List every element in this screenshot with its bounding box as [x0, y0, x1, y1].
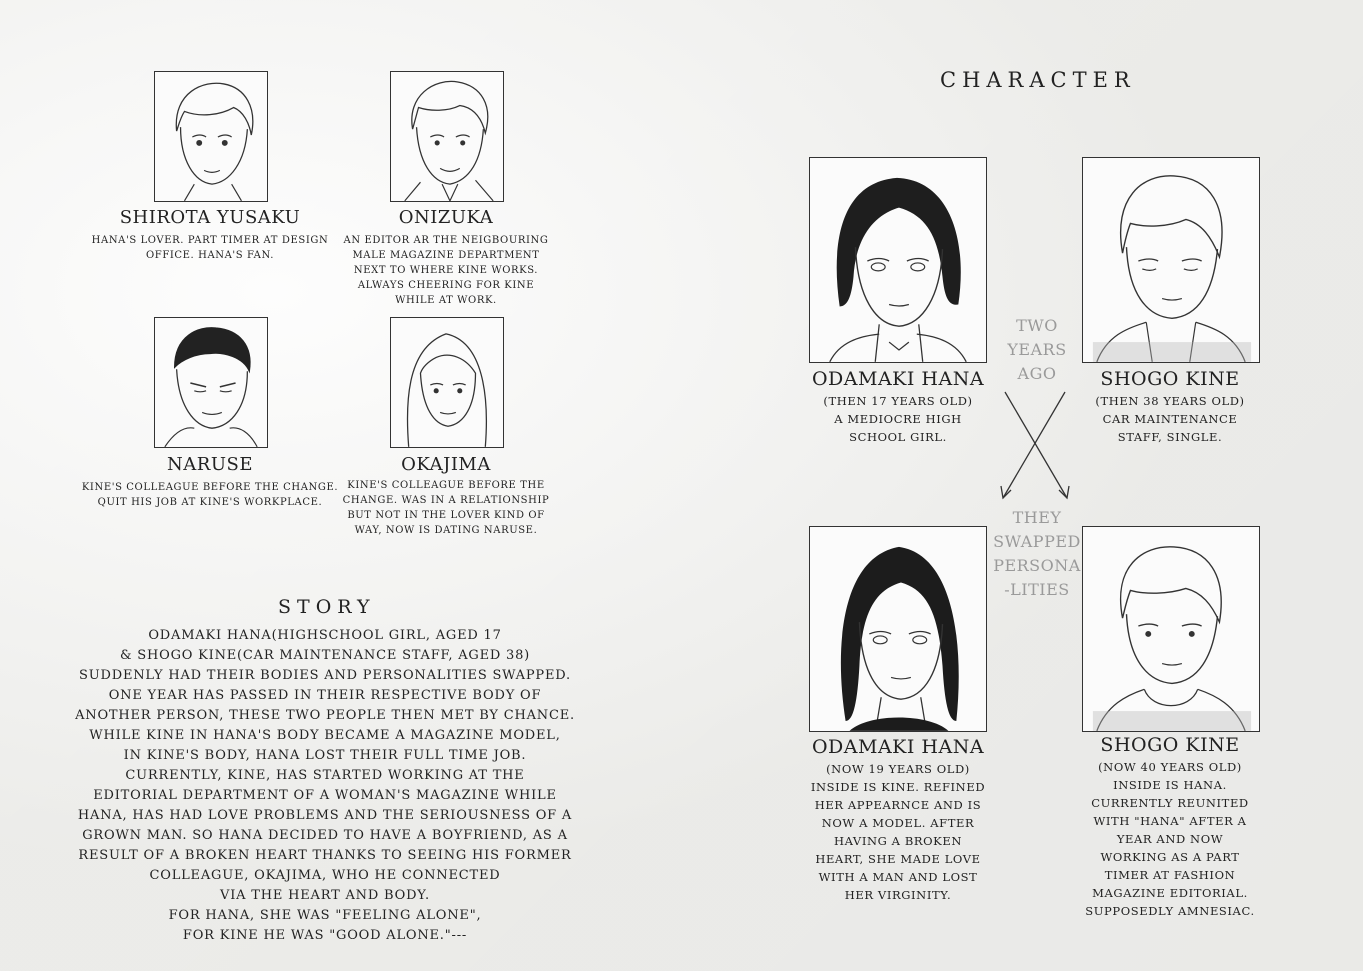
story-line: SUDDENLY HAD THEIR BODIES AND PERSONALITIES SWAPPED.: [79, 668, 571, 683]
desc-line: CHANGE. WAS IN A RELATIONSHIP: [342, 495, 550, 506]
desc-line: WHILE AT WORK.: [395, 295, 497, 306]
desc-line: KINE'S COLLEAGUE BEFORE THE CHANGE.: [81, 482, 339, 493]
name-hana-then: ODAMAKI HANA: [811, 368, 985, 390]
label-line: PERSONA: [993, 556, 1081, 575]
desc-line: OFFICE. HANA'S FAN.: [145, 250, 274, 261]
portrait-kine-now: [1082, 526, 1260, 732]
desc-line: TIMER AT FASHION: [1104, 868, 1236, 882]
story-line: & SHOGO KINE(CAR MAINTENANCE STAFF, AGED 38): [119, 648, 531, 663]
name-onizuka: ONIZUKA: [398, 207, 494, 228]
swap-arrows-icon: [995, 388, 1075, 504]
desc-line: ALWAYS CHEERING FOR KINE: [357, 280, 535, 291]
story-text: [60, 626, 590, 946]
label-line: TWO: [1016, 316, 1058, 335]
label-two-years-ago: [997, 314, 1077, 386]
story-heading: STORY: [278, 596, 376, 618]
desc-shirota-yusaku: [70, 233, 350, 263]
desc-line: HEART, SHE MADE LOVE: [815, 852, 981, 866]
desc-line: MALE MAGAZINE DEPARTMENT: [352, 250, 540, 261]
character-heading: CHARACTER: [940, 68, 1136, 92]
story-line: ODAMAKI HANA(HIGHSCHOOL GIRL, AGED 17: [148, 628, 502, 643]
story-line: FOR KINE HE WAS "GOOD ALONE."---: [182, 928, 468, 943]
desc-line: STAFF, SINGLE.: [1117, 430, 1223, 444]
label-line: YEARS: [1007, 340, 1067, 359]
story-line: ANOTHER PERSON, THESE TWO PEOPLE THEN MET BY CHANCE.: [75, 708, 575, 723]
story-line: COLLEAGUE, OKAJIMA, WHO HE CONNECTED: [149, 868, 501, 883]
desc-line: (NOW 40 YEARS OLD): [1098, 760, 1242, 774]
desc-line: INSIDE IS HANA.: [1113, 778, 1227, 792]
desc-line: WAY, NOW IS DATING NARUSE.: [354, 525, 538, 536]
story-line: CURRENTLY, KINE, HAS STARTED WORKING AT THE: [125, 768, 525, 783]
desc-line: NOW A MODEL. AFTER: [821, 816, 975, 830]
desc-line: (NOW 19 YEARS OLD): [826, 762, 970, 776]
desc-line: MAGAZINE EDITORIAL.: [1092, 886, 1248, 900]
story-line: IN KINE'S BODY, HANA LOST THEIR FULL TIME JOB.: [123, 748, 527, 763]
story-line: RESULT OF A BROKEN HEART THANKS TO SEEING HIS FORMER: [78, 848, 572, 863]
desc-line: SCHOOL GIRL.: [849, 430, 947, 444]
desc-line: NEXT TO WHERE KINE WORKS.: [353, 265, 539, 276]
desc-line: (THEN 17 YEARS OLD): [823, 394, 973, 408]
desc-kine-then: [1052, 392, 1288, 446]
desc-line: WITH "HANA" AFTER A: [1093, 814, 1247, 828]
okajima-face-drawing: [391, 318, 503, 447]
kine-now-face-drawing: [1083, 527, 1259, 731]
hana-then-face-drawing: [810, 158, 986, 362]
desc-line: A MEDIOCRE HIGH: [834, 412, 962, 426]
naruse-face-drawing: [155, 318, 267, 447]
desc-line: YEAR AND NOW: [1116, 832, 1224, 846]
portrait-kine-then: [1082, 157, 1260, 363]
desc-naruse: [70, 480, 350, 510]
portrait-shirota-yusaku: [154, 71, 268, 202]
label-they-swapped-personalities: [987, 506, 1087, 602]
portrait-okajima: [390, 317, 504, 448]
desc-line: SUPPOSEDLY AMNESIAC.: [1085, 904, 1255, 918]
desc-line: HAVING A BROKEN: [833, 834, 963, 848]
portrait-hana-then: [809, 157, 987, 363]
portrait-hana-now: [809, 526, 987, 732]
portrait-onizuka: [390, 71, 504, 202]
desc-line: (THEN 38 YEARS OLD): [1095, 394, 1245, 408]
name-shirota-yusaku: SHIROTA YUSAKU: [119, 207, 301, 228]
desc-line: KINE'S COLLEAGUE BEFORE THE: [347, 480, 545, 491]
name-kine-then: SHOGO KINE: [1100, 368, 1240, 390]
desc-line: CURRENTLY REUNITED: [1091, 796, 1249, 810]
story-line: GROWN MAN. SO HANA DECIDED TO HAVE A BOYFRIEND, AS A: [82, 828, 568, 843]
label-line: THEY: [1012, 508, 1062, 527]
name-kine-now: SHOGO KINE: [1100, 734, 1240, 756]
desc-line: AN EDITOR AR THE NEIGBOURING: [343, 235, 549, 246]
story-line: ONE YEAR HAS PASSED IN THEIR RESPECTIVE BODY OF: [108, 688, 542, 703]
label-line: SWAPPED: [993, 532, 1081, 551]
desc-line: QUIT HIS JOB AT KINE'S WORKPLACE.: [97, 497, 323, 508]
label-line: -LITIES: [1004, 580, 1070, 599]
desc-line: BUT NOT IN THE LOVER KIND OF: [347, 510, 545, 521]
desc-line: HANA'S LOVER. PART TIMER AT DESIGN: [91, 235, 329, 246]
story-line: VIA THE HEART AND BODY.: [220, 888, 430, 903]
desc-line: WORKING AS A PART: [1100, 850, 1240, 864]
name-naruse: NARUSE: [167, 454, 253, 475]
story-line: EDITORIAL DEPARTMENT OF A WOMAN'S MAGAZINE WHILE: [93, 788, 557, 803]
desc-line: CAR MAINTENANCE: [1102, 412, 1238, 426]
desc-okajima: [316, 478, 576, 538]
story-line: HANA, HAS HAD LOVE PROBLEMS AND THE SERIOUSNESS OF A: [77, 808, 573, 823]
desc-line: WITH A MAN AND LOST: [818, 870, 978, 884]
desc-hana-now: [780, 760, 1016, 904]
kine-then-face-drawing: [1083, 158, 1259, 362]
hana-now-face-drawing: [810, 527, 986, 731]
desc-line: INSIDE IS KINE. REFINED: [810, 780, 986, 794]
portrait-naruse: [154, 317, 268, 448]
story-line: FOR HANA, SHE WAS "FEELING ALONE",: [168, 908, 482, 923]
name-okajima: OKAJIMA: [401, 454, 491, 475]
desc-line: HER VIRGINITY.: [844, 888, 952, 902]
desc-kine-now: [1052, 758, 1288, 920]
story-line: WHILE KINE IN HANA'S BODY BECAME A MAGAZINE MODEL,: [89, 728, 561, 743]
name-hana-now: ODAMAKI HANA: [811, 736, 985, 758]
shirota-face-drawing: [155, 72, 267, 201]
onizuka-face-drawing: [391, 72, 503, 201]
desc-hana-then: [780, 392, 1016, 446]
label-line: AGO: [1017, 364, 1057, 383]
desc-line: HER APPEARNCE AND IS: [814, 798, 982, 812]
desc-onizuka: [316, 233, 576, 308]
